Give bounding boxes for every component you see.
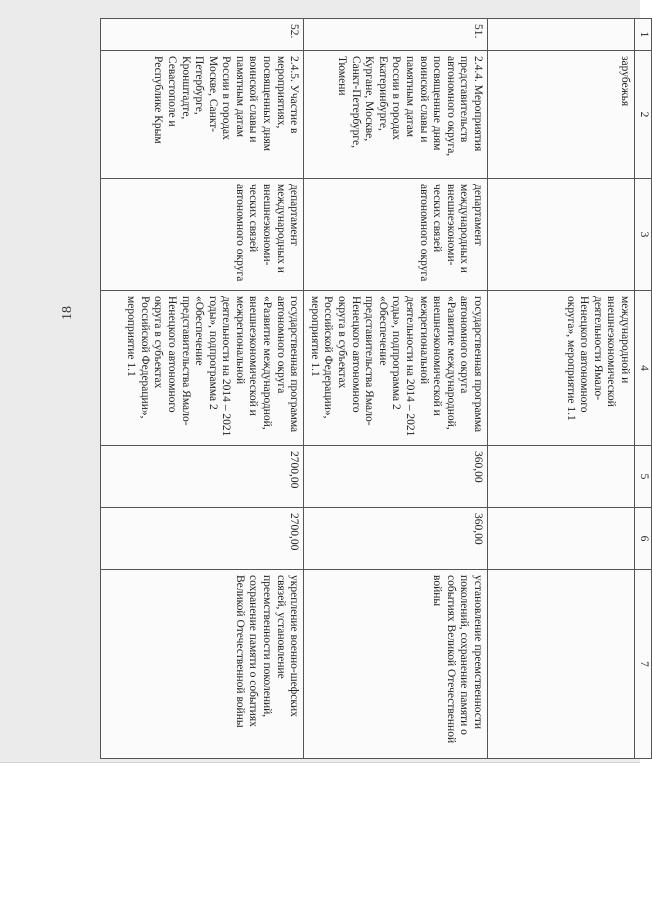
cell-num: [488, 19, 635, 51]
events-table: [100, 18, 652, 759]
cell-num: 51.: [304, 19, 488, 51]
cell-event: 2.4.5. Участие в мероприятиях, посвященных дням воинской славы и памятным датам России в городах Москве, Санкт-Петербурге, Кронштадте, Севастополе и Республике Крым: [101, 51, 304, 179]
cell-program: государственная программа автономного округа «Развитие международной, внешнеэкономической и межрегиональной деятельности на 2014 – 2021 годы», подпрограмма 2 «Обеспечение представительства Ямало-Ненецкого автономного округа в субъектах Российской Федерации», мероприятие 1.1: [101, 291, 304, 446]
header-row: [635, 19, 652, 759]
cell-amount-year: 360,00: [304, 508, 488, 570]
cell-result: [488, 570, 635, 759]
cell-event: зарубежья: [488, 51, 635, 179]
cell-executor: департамент международных и внешнеэкономи-ческих связей автономного округа: [304, 179, 488, 291]
cell-amount-total: [488, 446, 635, 508]
header-col-2: 2: [635, 51, 652, 179]
table-row: [304, 19, 488, 759]
header-col-3: 3: [635, 179, 652, 291]
table-row-continuation: [488, 19, 635, 759]
header-col-4: 4: [635, 291, 652, 446]
cell-event: 2.4.4. Мероприятия представительств автономного округа, посвященные дням воинской славы и памятным датам России в городах Екатеринбурге, Кургане, Москве, Санкт-Петербурге, Тюмени: [304, 51, 488, 179]
header-col-5: 5: [635, 446, 652, 508]
header-col-1: 1: [635, 19, 652, 51]
header-col-6: 6: [635, 508, 652, 570]
cell-result: установление преемственности поколений, сохранение памяти о событиях Великой Отечественной войны: [304, 570, 488, 759]
table-row: [101, 19, 304, 759]
cell-executor: [488, 179, 635, 291]
cell-executor: департамент международных и внешнеэкономи-ческих связей автономного округа: [101, 179, 304, 291]
header-col-7: 7: [635, 570, 652, 759]
cell-amount-total: 2700,00: [101, 446, 304, 508]
cell-program: государственная программа автономного округа «Развитие международной, внешнеэкономической и межрегиональной деятельности на 2014 – 2021 годы», подпрограмма 2 «Обеспечение представительства Ямало-Ненецкого автономного округа в субъектах Российской Федерации», мероприятие 1.1: [304, 291, 488, 446]
cell-num: 52.: [101, 19, 304, 51]
page-number: 18: [60, 306, 75, 320]
cell-amount-total: 360,00: [304, 446, 488, 508]
cell-result: укрепление военно-шефских связей, установление преемственности поколений, сохранение памяти о событиях Великой Отечественной войны: [101, 570, 304, 759]
cell-program: международной и внешнеэкономической деятельности Ямало-Ненецкого автономного округа», мероприятие 1.1: [488, 291, 635, 446]
cell-amount-year: [488, 508, 635, 570]
cell-amount-year: 2700,00: [101, 508, 304, 570]
rotated-table-container: [122, 18, 652, 758]
